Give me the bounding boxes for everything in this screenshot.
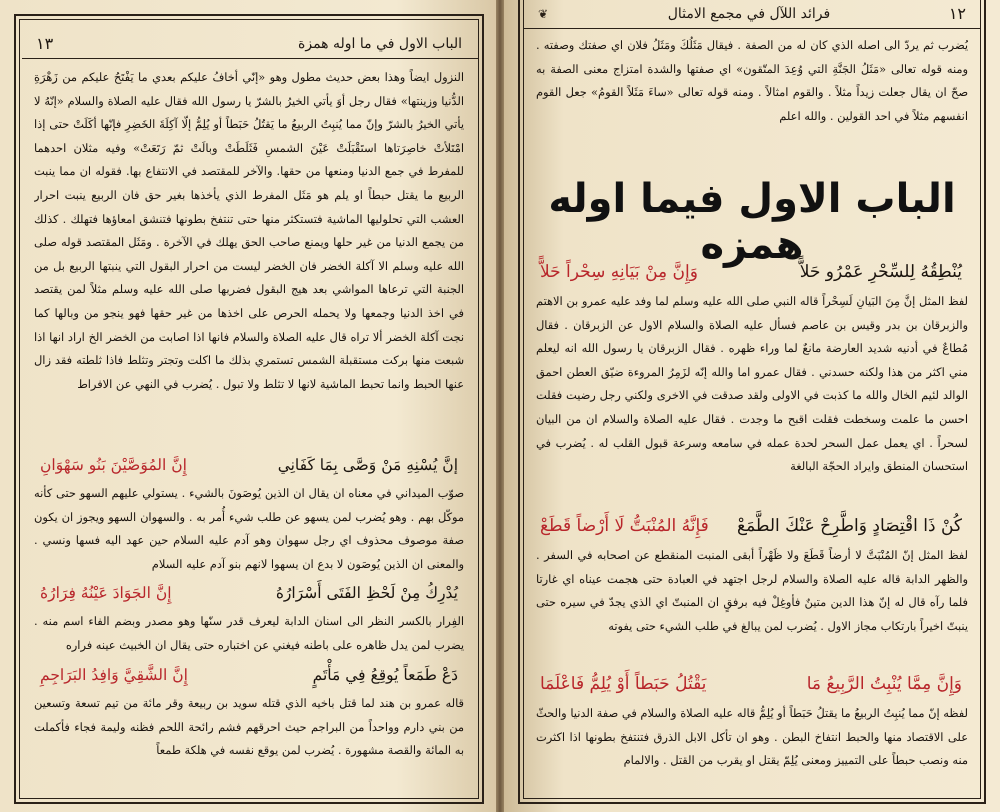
left-body-paragraph-2 (34, 482, 464, 576)
verse-hemistich-2: إِنَّ المُوَصَّيْنَ بَنُو سَهْوَانِ (40, 456, 187, 474)
verse-hemistich-1: دَعْ طَمَعاً يُوقِعُ فِي مَأْتَمٍ (312, 666, 458, 684)
paragraph-text: النزول ايضاً وهذا بعض حديث مطول وهو «إنّي أخافُ عليكم بعدي ما يَفْتَحُ عليكم من زَهْرَةِ الدُّنيا وزينتها» فقال رجل أوَ يأتي الخيرُ بالشرّ يا رسول الله فقال عليه الصلاة والسلام «إنّهُ لا يأتي الخيرُ بالشرّ وإنّ مما يُنبِتُ الربيعُ ما يَقتُلُ حَبَطاً أو يُلِمُّ إلّا آكِلَةَ الخَضِرِ فإنّها أكَلَتْ حتى إذا امْتَلأتْ خاصِرَتاها استَقْبَلَتْ عَيْنَ الشمسِ فَثَلَطَتْ وبالَتْ ثمّ رَتَعَتْ» وفيه مثلان احدهما للمفرط في جمع الدنيا ومنعها من حقها. والآخر للمقتصد في الانتفاع بها. فقوله ان مما ينبت الربيع ما يقتل حبطاً او يلم هو مَثَل المفرط الذي يأخذها بغير حق فان الربيع ينبت احرار العشب التي تحلوليها الماشية فتستكثر منها حتى تنتفخ بطونها فتنشق امعاؤها فتهلك . كذلك من يجمع الدنيا من غير حلها ويمنع صاحب الحق يهلك في الآخرة . ومَثَل المقتصد قوله صلى الله عليه وسلم الا آكلة الخضر فان الخضر ليست من احرار البقول التي ينبتها الربيع بل من الجنبة التي ترعاها المواشي بعد هيج البقول فضربها صلى الله عليه وسلم مثلاً لمن يقتصد في اخذ الدنيا وجمعها ولا يحمله الحرص على اخذها من غير حقها فهو ينجو من وبالها كما نجت آكلة الخضر ألا تراه قال عليه الصلاة والسلام فانها اذا اصابت من الخضر الخ اراد انها اذا شبعت منها بركت مستقبلة الشمس تستمري بذلك ما اكلت وتجتر وتثلط فاذا ثلطته فقد زال عنها الحبط وانما تحبط الماشية لانها لا تثلط ولا تبول . يُضرب في النهي عن الافراط (34, 70, 464, 391)
right-body-paragraph-2 (536, 290, 968, 504)
verse-hemistich-1: إنَّ يُسْنِهِ مَنْ وَصَّى بِمَا كَفَانِي (277, 456, 458, 474)
paragraph-text: لفظ المثل إنّ المُنْبَتَّ لا أرضاً قَطَعَ ولا ظَهْراً أبقى المنبت المنقطع عن اصحابه في السفر . والظهر الدابة قاله عليه الصلاة والسلام لرجل اجتهد في العبادة حتى هجمت عيناه اي غارتا فلما رآه قال له إنّ هذا الدين متينٌ فأوغِلْ فيه برفقٍ ان المنبتّ اي الذي يجدّ في سيره حتى ينبتّ اخيراً بارتكاب مجاز الاول . يُضرب لمن يبالغ في طلب الشيء حتى يفوته (536, 548, 968, 633)
paragraph-text: لفظه إنّ مما يُنبِتُ الربيعُ ما يقتلُ حَبَطاً أو يُلِمُّ قاله عليه الصلاة والسلام في صفة الدنيا والحثّ على الاقتصاد منها والحبط انتفاخ البطن . وهو ان تأكل الابل الذرق فتنتفخ بطونها اذا اكثرت منه ونصب حبطاً على التمييز ومعنى يُلِمّ يقتل او يقرب من القتل . والالمام (536, 706, 968, 768)
right-body-paragraph-1 (536, 34, 968, 152)
ornament-icon: ❦ (538, 6, 550, 21)
page-number: ١٢ (948, 4, 966, 23)
verse-hemistich-1: يُدْرِكُ مِنْ لَحْظِ الفَتَى أَسْرَارُهُ (275, 584, 458, 602)
verse-hemistich-1: كُنْ ذَا اقْتِصَادٍ وَاطَّرِحْ عَنْكَ الطَّمَعْ (737, 516, 962, 536)
verse-hemistich-2: فَإِنَّهُ المُنْبَتُّ لَا أَرْضاً قَطَعْ (540, 516, 709, 536)
header-title: فرائد اللآل في مجمع الامثال (667, 5, 831, 22)
running-header (36, 34, 462, 53)
right-page (504, 0, 1000, 812)
right-body-paragraph-4 (536, 702, 968, 798)
verse-hemistich-2: إِنَّ الشَّقِيَّ وَافِدُ البَرَاجِمِ (40, 666, 188, 684)
page-number: ١٣ (36, 34, 54, 53)
verse-hemistich-2: وَإِنَّ مِنْ بَيَانِهِ سِحْراً حَلاًّ (540, 262, 698, 282)
left-page (0, 0, 496, 812)
chapter-title: الباب الاول فيما اوله همزه (548, 176, 956, 268)
header-rule (524, 28, 980, 29)
verse-line (40, 452, 458, 478)
paragraph-text: يُضرب ثم يردّ الى اصله الذي كان له من الصفة . فيقال مَثَلُكَ ومَثَلُ فلان اي صفتك وصفته . ومنه قوله تعالى «مَثَلُ الجَنَّةِ التي وُعِدَ المتّقون» اي صفتها والشدة امتزاج معنى الصفة به صحّ ان يقال جعلت زيداً مثلاً . والقوم امثالاً . ومنه قوله تعالى «ساءَ مَثَلاً القومُ» جعل القوم انفسهم مثلاً في احد القولين . والله اعلم (536, 38, 968, 123)
verse-hemistich-1: يُنْطِقُهُ لِلسِّحْرِ عَمْرُو حَلاًّ (799, 262, 962, 282)
verse-line (540, 670, 962, 698)
paragraph-text: قاله عمرو بن هند لما قتل باخيه الذي قتله سويد بن ربيعة وقر مائة من تيم تسعة وتسعين من بني دارم وواحداً من البراجم حيث احرقهم فشم رائحة اللحم فظنه وليمة فجاء فأكملت به المائة والقصة مشهورة . يُضرب لمن يوقع نفسه في هلكة طمعاً (34, 696, 464, 758)
right-body-paragraph-3 (536, 544, 968, 662)
verse-hemistich-1: وَإِنَّ مِمَّا يُنْبِتُ الرَّبِيعُ مَا (806, 674, 962, 694)
verse-line (540, 258, 962, 286)
header-rule (22, 58, 478, 59)
paragraph-text: لفظ المثل إنَّ مِنَ البَيانِ لَسِحْراً قاله النبي صلى الله عليه وسلم لما وفد عليه عمرو بن الاهتم والزبرقان بن بدر وقيس بن عاصم فسأل عليه الصلاة والسلام الاول عن الزبرقان . فقال مُطاعٌ في أدنيه شديد العارضة مانعٌ لما وراء ظهره . فقال الزبرقان يا رسول الله انه ليعلم مني اكثر من هذا ولكنه حسدني . فقال عمرو اما والله إنّه لزَمِرُ المروءة ضيّق العطن احمق الوالد لئيم الخال والله ما كذبت في الاولى ولقد صدقت في الاخرى ولكني رجل رضيت فقلت احسن ما علمت وسخطت فقلت اقبح ما وجدت . فقال عليه الصلاة والسلام ان من البيان لسحراً . اي يعمل عمل السحر لحدة عمله في سامعه وسرعة قبول القلب له . يُضرب في استحسان المنطق وايراد الحجّة البالغة (536, 294, 968, 474)
verse-hemistich-2: إِنَّ الجَوَادَ عَيْنُهُ فِرَارُهُ (40, 584, 172, 602)
paragraph-text: صوّب الميداني في معناه ان يقال ان الذين يُوصَونَ بالشيء . يستولي عليهم السهو حتى كأنه موكّل بهم . وهو يُضرب لمن يسهو عن طلب شيء أُمر به . والسهوان السهو ويجوز ان يكون صفة موصوف محذوف اي رجل سهوان وهو آدم عليه السلام حين عهد اليه فسها ونسي . والمعنى ان الذين يُوصَون لا بدع ان يسهوا لانهم بنو آدم عليه السلام (34, 486, 464, 571)
verse-line (40, 580, 458, 606)
running-header (538, 4, 966, 23)
left-body-paragraph-3 (34, 610, 464, 658)
left-body-paragraph-1 (34, 66, 464, 444)
header-title: الباب الاول في ما اوله همزة (298, 35, 462, 52)
left-body-paragraph-4 (34, 692, 464, 788)
verse-line (40, 662, 458, 688)
paragraph-text: الفِرار بالكسر النظر الى اسنان الدابة ليعرف قدر سنّها وهو مصدر وبضم الفاء اسم منه . يضرب لمن يدل ظاهره على باطنه فيغني عن اختباره حتى يقال ان الخبيث عينه فراره (34, 614, 464, 652)
verse-line (540, 512, 962, 540)
verse-hemistich-2: يَقْتُلُ حَبَطاً أَوْ يُلِمُّ فَاعْلَمَا (540, 674, 707, 694)
